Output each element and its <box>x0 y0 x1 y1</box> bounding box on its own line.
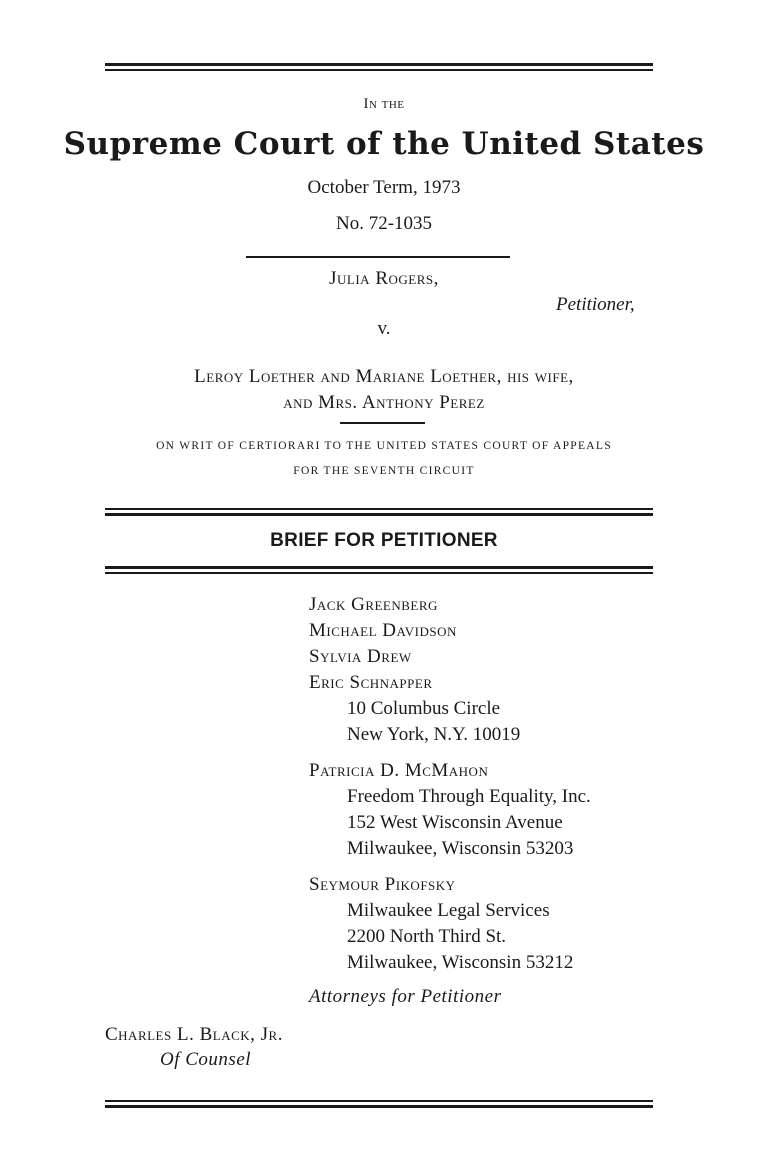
attorney-name: Michael Davidson <box>309 620 457 641</box>
top-rule-thick <box>105 63 653 66</box>
top-rule-thin <box>105 69 653 71</box>
attorney-name: Seymour Pikofsky <box>309 874 456 895</box>
court-title: Supreme Court of the United States <box>63 126 705 162</box>
attorney-name: Eric Schnapper <box>309 672 433 693</box>
bottom-rule-thin <box>105 1100 653 1102</box>
attorney-address: 2200 North Third St. <box>347 926 507 947</box>
brief-rule-top-thin <box>105 508 653 510</box>
term: October Term, 1973 <box>307 177 461 198</box>
respondents-line-1: Leroy Loether and Mariane Loether, his wife, <box>194 366 574 387</box>
attorney-address: Milwaukee, Wisconsin 53212 <box>347 952 574 973</box>
attorneys-label: Attorneys for Petitioner <box>309 986 502 1007</box>
brief-rule-bottom-thin <box>105 572 653 574</box>
counsel-name: Charles L. Black, Jr. <box>105 1024 283 1045</box>
counsel-label: Of Counsel <box>160 1049 252 1070</box>
bottom-rule-thick <box>105 1105 653 1108</box>
writ-line-2: FOR THE SEVENTH CIRCUIT <box>293 465 475 477</box>
attorney-name: Jack Greenberg <box>309 594 438 615</box>
attorney-address: 10 Columbus Circle <box>347 698 501 719</box>
petitioner-role: Petitioner, <box>556 294 635 315</box>
attorney-address: Milwaukee, Wisconsin 53203 <box>347 838 574 859</box>
divider-rule <box>246 256 510 258</box>
brief-rule-bottom-thick <box>105 566 653 569</box>
attorney-name: Sylvia Drew <box>309 646 412 667</box>
brief-title: BRIEF FOR PETITIONER <box>270 530 498 551</box>
attorney-group-3 <box>309 872 573 976</box>
versus: v. <box>377 318 391 339</box>
attorney-group-2 <box>309 758 591 862</box>
attorney-name: Patricia D. McMahon <box>309 760 489 781</box>
attorney-group-1 <box>309 592 520 748</box>
attorney-address: 152 West Wisconsin Avenue <box>347 812 563 833</box>
attorney-address: Milwaukee Legal Services <box>347 900 550 921</box>
petitioner-name: Julia Rogers, <box>329 268 439 289</box>
attorney-address: New York, N.Y. 10019 <box>347 724 521 745</box>
in-the-label: In the <box>363 96 405 112</box>
docket-number: No. 72-1035 <box>335 213 433 234</box>
respondents-line-2: and Mrs. Anthony Perez <box>283 392 485 413</box>
writ-line-1: ON WRIT OF CERTIORARI TO THE UNITED STATES COURT OF APPEALS <box>156 440 612 452</box>
short-rule <box>340 422 425 424</box>
attorney-address: Freedom Through Equality, Inc. <box>347 786 591 807</box>
brief-rule-top-thick <box>105 513 653 516</box>
